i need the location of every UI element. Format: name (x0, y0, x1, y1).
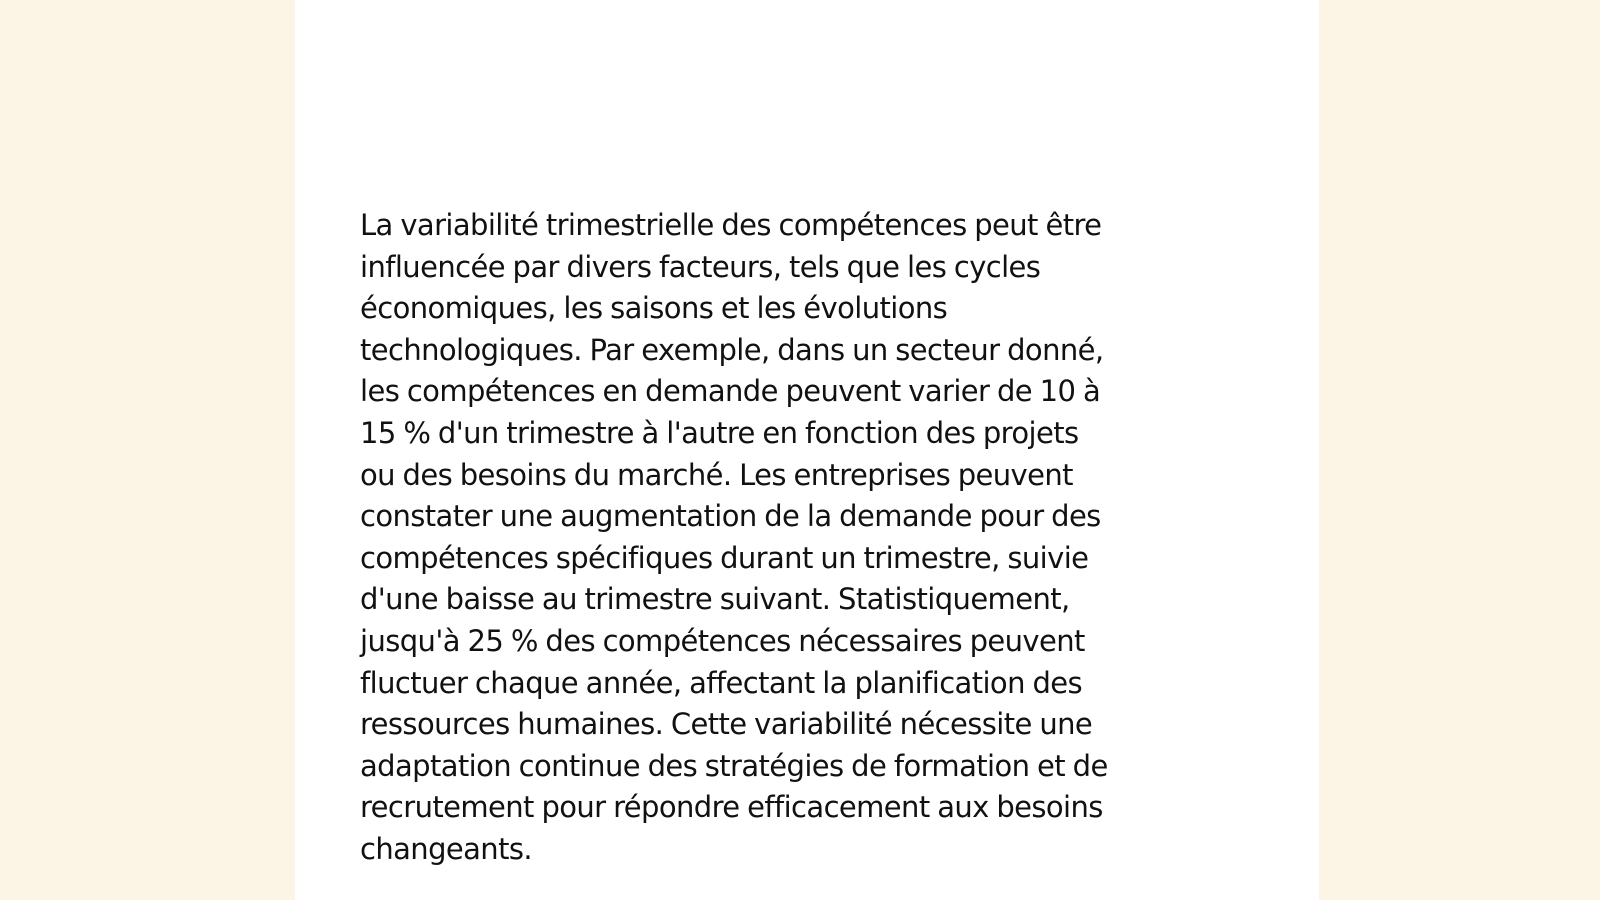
text-line: influencée par divers facteurs, tels que les cycles (360, 249, 1041, 284)
body-paragraph (360, 205, 1260, 871)
text-line: compétences spécifiques durant un trimestre, suivie (360, 540, 1089, 575)
text-line: d'une baisse au trimestre suivant. Statistiquement, (360, 582, 1070, 617)
text-line: jusqu'à 25 % des compétences nécessaires peuvent (360, 623, 1085, 658)
text-line: recrutement pour répondre efficacement aux besoins (360, 790, 1103, 825)
text-line: constater une augmentation de la demande pour des (360, 499, 1101, 534)
text-line: ou des besoins du marché. Les entreprises peuvent (360, 457, 1073, 492)
text-line: 15 % d'un trimestre à l'autre en fonction des projets (360, 415, 1079, 450)
text-line: changeants. (360, 831, 532, 866)
text-line: les compétences en demande peuvent varier de 10 à (360, 374, 1101, 409)
text-line: La variabilité trimestrielle des compétences peut être (360, 208, 1102, 242)
text-line: économiques, les saisons et les évolutions (360, 291, 948, 326)
text-line: technologiques. Par exemple, dans un secteur donné, (360, 332, 1104, 367)
text-line: adaptation continue des stratégies de formation et de (360, 748, 1108, 783)
text-line: ressources humaines. Cette variabilité nécessite une (360, 707, 1093, 742)
text-line: fluctuer chaque année, affectant la planification des (360, 665, 1083, 700)
document-page (295, 0, 1319, 900)
